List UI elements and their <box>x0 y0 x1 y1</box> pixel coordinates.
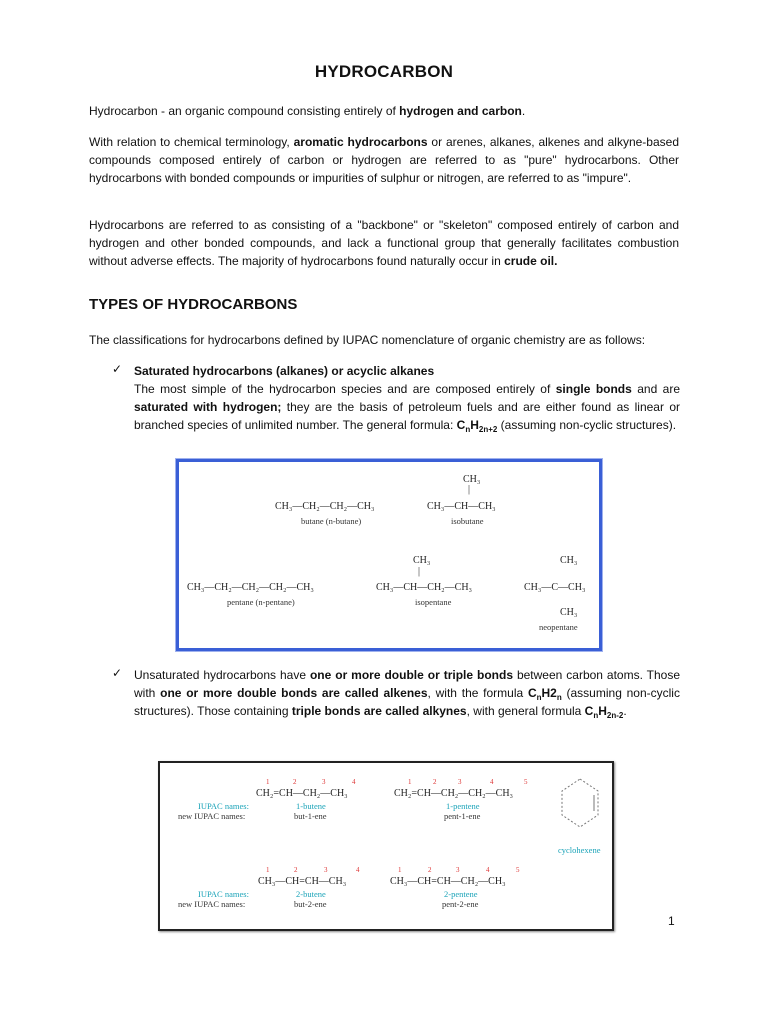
carbon-number: 5 <box>516 866 520 874</box>
carbon-number: 3 <box>322 778 326 786</box>
neopentane-branch-bottom: CH₃ <box>560 607 578 618</box>
check-icon: ✓ <box>112 666 123 680</box>
carbon-number: 1 <box>266 778 270 786</box>
carbon-number: 4 <box>356 866 360 874</box>
carbon-number: 4 <box>490 778 494 786</box>
carbon-number: 2 <box>428 866 432 874</box>
alkanes-figure <box>176 459 602 651</box>
carbon-number: 3 <box>324 866 328 874</box>
carbon-number: 3 <box>458 778 462 786</box>
carbon-number: 2 <box>294 866 298 874</box>
new-iupac-names-label: new IUPAC names: <box>178 811 246 821</box>
butene-1-new-name: but-1-ene <box>294 811 327 821</box>
iupac-names-label: IUPAC names: <box>198 801 249 811</box>
bond-vertical: | <box>418 566 421 577</box>
pentene-2-new-name: pent-2-ene <box>442 899 479 909</box>
intro-paragraph-2: With relation to chemical terminology, aromatic hydrocarbons or arenes, alkanes, alkenes and alkyne-based compounds composed entirely of carbon or hydrogen are referred to as "pure" hydrocarbons. Other hydrocarbons with bonded compounds or impurities of sulphur or nitrogen, are referred to as "impure". <box>89 135 679 185</box>
isopentane-formula: CH₃—CH—CH₂—CH₃ <box>376 582 473 593</box>
page-title: HYDROCARBON <box>314 62 454 81</box>
iupac-names-label: IUPAC names: <box>198 889 249 899</box>
carbon-number: 1 <box>398 866 402 874</box>
isobutane-label: isobutane <box>451 516 484 526</box>
pentene-1-new-name: pent-1-ene <box>444 811 481 821</box>
isobutane-branch: CH₃ <box>463 474 481 485</box>
neopentane-formula: CH₃—C—CH₃ <box>524 582 586 593</box>
pentene-1-formula: CH₂=CH—CH₂—CH₂—CH₃ <box>394 788 514 799</box>
carbon-number: 2 <box>433 778 437 786</box>
butene-2-formula: CH₃—CH=CH—CH₃ <box>258 876 347 887</box>
carbon-number: 1 <box>266 866 270 874</box>
carbon-number: 4 <box>486 866 490 874</box>
neopentane-branch-top: CH₃ <box>560 555 578 566</box>
butene-2-name: 2-butene <box>296 889 326 899</box>
butene-1-formula: CH₂=CH—CH₂—CH₃ <box>256 788 348 799</box>
butene-2-new-name: but-2-ene <box>294 899 327 909</box>
neopentane-label: neopentane <box>539 622 578 632</box>
butene-1-name: 1-butene <box>296 801 326 811</box>
butane-label: butane (n-butane) <box>301 516 362 526</box>
bullet-saturated: Saturated hydrocarbons (alkanes) or acyclic alkanes The most simple of the hydrocarbon species and are composed entirely of single bonds and are saturated with hydrogen; they are the basis of petroleum fuels and are either found as linear or branched species of unlimited number. The general formula: $C_nH_{2n+2}$ (assuming non-cyclic structures). <box>134 364 681 434</box>
pentene-1-name: 1-pentene <box>446 801 480 811</box>
isobutane-formula: CH₃—CH—CH₃ <box>427 501 496 512</box>
carbon-number: 5 <box>524 778 528 786</box>
page-number: 1 <box>668 914 675 928</box>
bond-vertical: | <box>468 484 471 495</box>
intro-paragraph-3: Hydrocarbons are referred to as consisting of a "backbone" or "skeleton" composed entirely of carbon and hydrogen and other bonded compounds, and lack a functional group that generally facilitates combustion without adverse effects. The majority of hydrocarbons found naturally occur in crude oil. <box>89 218 679 268</box>
check-icon: ✓ <box>112 362 123 376</box>
carbon-number: 3 <box>456 866 460 874</box>
isopentane-branch: CH₃ <box>413 555 431 566</box>
pentane-formula: CH₃—CH₂—CH₂—CH₂—CH₃ <box>187 582 314 593</box>
cyclohexene-ring <box>558 775 602 839</box>
pentene-2-formula: CH₃—CH=CH—CH₂—CH₃ <box>390 876 506 887</box>
section-lead: The classifications for hydrocarbons defined by IUPAC nomenclature of organic chemistry are as follows: <box>89 333 646 347</box>
pentene-2-name: 2-pentene <box>444 889 478 899</box>
butane-formula: CH₃—CH₂—CH₂—CH₃ <box>275 501 375 512</box>
intro-paragraph-1: Hydrocarbon - an organic compound consisting entirely of hydrogen and carbon. <box>89 104 526 118</box>
carbon-number: 2 <box>293 778 297 786</box>
carbon-number: 4 <box>352 778 356 786</box>
alkenes-figure <box>158 761 614 931</box>
section-heading: TYPES OF HYDROCARBONS <box>89 296 298 313</box>
bullet-unsaturated: Unsaturated hydrocarbons have one or more double or triple bonds between carbon atoms. Those with one or more double bonds are called alkenes, with the formula $C_nH2_n$ (assuming non-cyclic structures). Those containing triple bonds are called alkynes, with general formula $C_nH_{2n-2}$. <box>134 668 681 720</box>
cyclohexene-label: cyclohexene <box>558 845 601 855</box>
carbon-number: 1 <box>408 778 412 786</box>
isopentane-label: isopentane <box>415 597 452 607</box>
pentane-label: pentane (n-pentane) <box>227 597 295 607</box>
new-iupac-names-label: new IUPAC names: <box>178 899 246 909</box>
